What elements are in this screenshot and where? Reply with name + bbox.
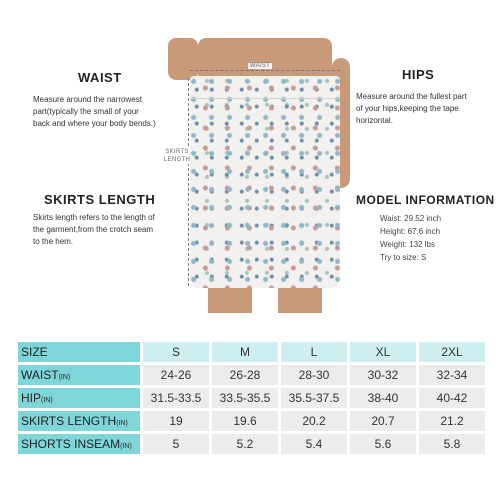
row-label-unit: (IN) bbox=[120, 443, 132, 450]
row-label-unit: (IN) bbox=[41, 397, 53, 404]
hips-desc-line: Measure around the fullest part bbox=[356, 92, 467, 101]
model-leg-left bbox=[208, 288, 252, 313]
table-cell: 19 bbox=[143, 411, 209, 431]
size-header-cell: 2XL bbox=[419, 342, 485, 362]
waist-desc-line: Measure around the narrowest bbox=[33, 95, 142, 104]
table-cell: 33.5-35.5 bbox=[212, 388, 278, 408]
size-header-label: SIZE bbox=[18, 342, 140, 362]
table-row bbox=[18, 365, 485, 385]
row-label bbox=[18, 434, 140, 454]
table-cell: 28-30 bbox=[281, 365, 347, 385]
waist-measure-line bbox=[190, 70, 340, 71]
size-header-cell: M bbox=[212, 342, 278, 362]
model-photo bbox=[160, 38, 350, 313]
row-label-unit: (IN) bbox=[116, 420, 128, 427]
row-label-text: HIP bbox=[21, 391, 42, 405]
table-cell: 31.5-33.5 bbox=[143, 388, 209, 408]
skirts-length-tag-line: LENGTH bbox=[164, 157, 191, 163]
table-cell: 20.7 bbox=[350, 411, 416, 431]
waist-tag: WAIST bbox=[250, 63, 271, 69]
skirts-length-title: SKIRTS LENGTH bbox=[44, 192, 156, 207]
model-torso bbox=[198, 38, 332, 78]
model-information-list bbox=[380, 212, 441, 264]
hips-description bbox=[356, 91, 496, 127]
hips-desc-line: horizontal. bbox=[356, 116, 393, 125]
skirts-length-desc-line: Skirts length refers to the length of bbox=[33, 213, 155, 222]
model-arm-left bbox=[168, 38, 198, 80]
table-cell: 26-28 bbox=[212, 365, 278, 385]
table-cell: 19.6 bbox=[212, 411, 278, 431]
waist-description bbox=[33, 94, 168, 130]
size-header-cell: L bbox=[281, 342, 347, 362]
table-cell: 32-34 bbox=[419, 365, 485, 385]
table-cell: 5.6 bbox=[350, 434, 416, 454]
skirts-length-tag bbox=[164, 148, 190, 164]
size-header-cell: S bbox=[143, 342, 209, 362]
table-cell: 38-40 bbox=[350, 388, 416, 408]
model-info-line: Height: 67.6 inch bbox=[380, 227, 441, 236]
table-cell: 5 bbox=[143, 434, 209, 454]
table-cell: 21.2 bbox=[419, 411, 485, 431]
skirts-length-tag-line: SKIRTS bbox=[165, 149, 189, 155]
patterned-skirt bbox=[190, 76, 340, 288]
row-label-text: SKIRTS LENGTH bbox=[21, 414, 117, 428]
row-label-unit: (IN) bbox=[58, 374, 71, 381]
row-label bbox=[18, 388, 140, 408]
row-label bbox=[18, 365, 140, 385]
table-cell: 30-32 bbox=[350, 365, 416, 385]
waist-desc-line: part(typically the small of your bbox=[33, 107, 139, 116]
size-chart-table bbox=[15, 339, 488, 457]
size-header-row bbox=[18, 342, 485, 362]
table-cell: 24-26 bbox=[143, 365, 209, 385]
skirts-length-desc-line: the garment,from the crotch seam bbox=[33, 225, 154, 234]
model-info-line: Weight: 132 lbs bbox=[380, 240, 435, 249]
hips-desc-line: of your hips,keeping the tape bbox=[356, 104, 459, 113]
skirts-length-desc-line: to the hem. bbox=[33, 237, 74, 246]
model-info-line: Try to size: S bbox=[380, 253, 427, 262]
row-label-text: WAIST bbox=[21, 368, 59, 382]
table-row bbox=[18, 388, 485, 408]
hips-title: HIPS bbox=[402, 67, 435, 82]
skirts-length-description bbox=[33, 212, 168, 248]
skirts-length-measure-line bbox=[188, 78, 189, 286]
model-information-title: MODEL INFORMATION bbox=[356, 193, 495, 207]
table-cell: 20.2 bbox=[281, 411, 347, 431]
size-header-cell: XL bbox=[350, 342, 416, 362]
table-cell: 35.5-37.5 bbox=[281, 388, 347, 408]
row-label bbox=[18, 411, 140, 431]
table-cell: 40-42 bbox=[419, 388, 485, 408]
model-info-line: Waist: 29.52 inch bbox=[380, 214, 442, 223]
table-cell: 5.2 bbox=[212, 434, 278, 454]
waist-desc-line: back and where your body bends.) bbox=[33, 119, 156, 128]
table-row bbox=[18, 434, 485, 454]
waist-title: WAIST bbox=[78, 70, 122, 85]
table-cell: 5.8 bbox=[419, 434, 485, 454]
row-label-text: SHORTS INSEAM bbox=[21, 437, 121, 451]
model-leg-right bbox=[278, 288, 322, 313]
skirt-waistband bbox=[190, 76, 340, 99]
table-row bbox=[18, 411, 485, 431]
table-cell: 5.4 bbox=[281, 434, 347, 454]
